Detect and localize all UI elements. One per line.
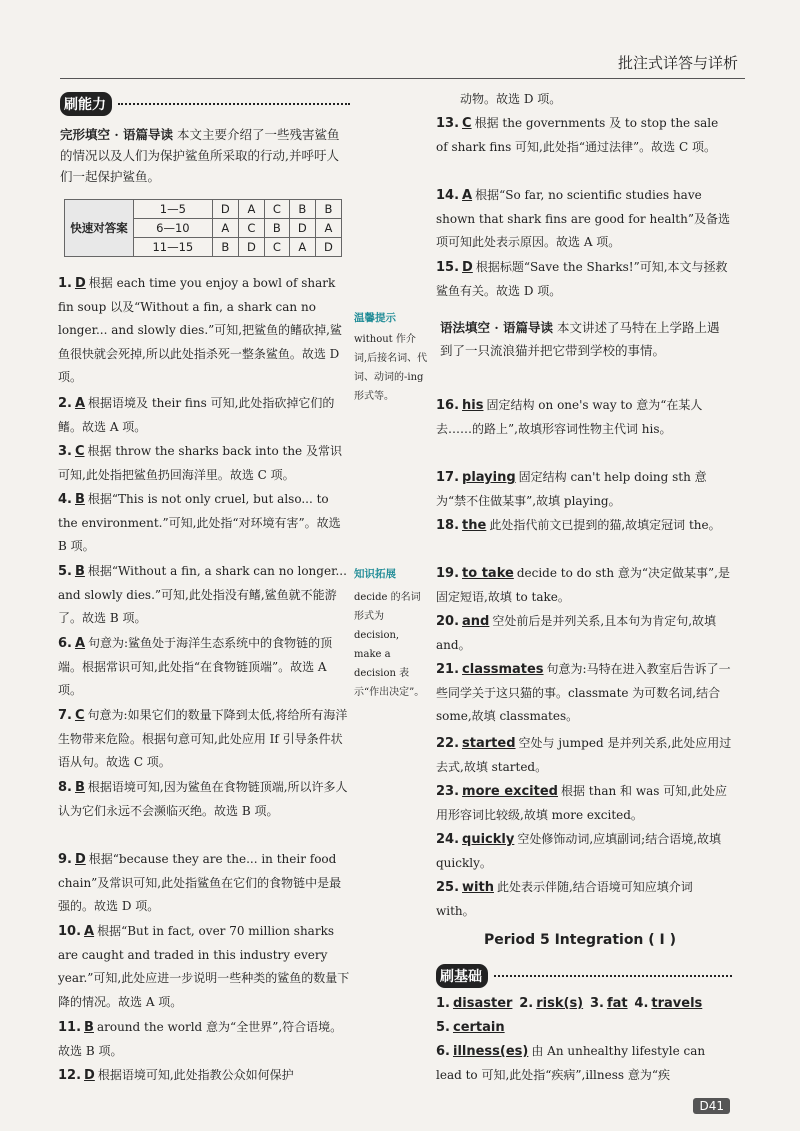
section-header-basics [436,964,732,988]
qa-cell: B [315,200,341,219]
answer-item: 15. D 根据标题“Save the Sharks!”可知,本文与拯救鲨鱼有关。故选 D 项。 [436,260,728,298]
section-badge: 刷能力 [60,92,112,116]
qa-cell: B [264,219,289,238]
answer-item: 1. D 根据 each time you enjoy a bowl of shark fin soup 以及“Without a fin, a shark can no longer... and slowly dies.”可知,把鲨鱼的鳍砍掉,鲨鱼很快就会死掉,所以此处指杀死一整条鲨鱼。故选 D 项。 [58,276,342,384]
answer-item: 8. B 根据语境可知,因为鲨鱼在食物链顶端,所以许多人认为它们永远不会濒临灭绝。故选 B 项。 [58,780,348,818]
grammar-intro-text: 本文讲述了马特在上学路上遇到了一只流浪猫并把它带到学校的事情。 [440,320,720,358]
answer-item: 25. with 此处表示伴随,结合语境可知应填介词 with。 [436,880,693,918]
answer-item: 21. classmates 句意为:马特在进入教室后告诉了一些同学关于这只猫的事。classmate 为可数名词,结合 some,故填 classmates。 [436,662,731,723]
header-rule [60,78,745,79]
continued-text: 动物。故选 D 项。 [460,92,562,106]
answer-item: 20. and 空处前后是并列关系,且本句为肯定句,故填 and。 [436,614,717,652]
basics-line: 5. certain [436,1020,505,1035]
qa-cell: A [289,238,315,257]
cloze-intro-text: 本文主要介绍了一些残害鲨鱼的情况以及人们为保护鲨鱼所采取的行动,并呼吁人们一起保护鲨鱼。 [60,127,340,184]
qa-range: 11—15 [134,238,213,257]
basics-line: 1. disaster 2. risk(s) 3. fat 4. travels [436,996,703,1011]
qa-range: 6—10 [134,219,213,238]
qa-cell: A [238,200,264,219]
answer-item: 16. his 固定结构 on one's way to 意为“在某人去……的路上”,故填形容词性物主代词 his。 [436,398,703,436]
answer-item: 18. the 此处指代前文已提到的猫,故填定冠词 the。 [436,518,721,533]
quick-answer-label: 快速对答案 [65,200,134,257]
answer-item: 17. playing 固定结构 can't help doing sth 意为“禁不住做某事”,故填 playing。 [436,470,707,508]
answer-item: 22. started 空处与 jumped 是并列关系,此处应用过去式,故填 started。 [436,736,732,774]
answer-item: 10. A 根据“But in fact, over 70 million sharks are caught and traded in this industry every year.”可知,此处应进一步说明一些种类的鲨鱼的数量下降的情况。故选 A 项。 [58,924,350,1009]
answer-item: 13. C 根据 the governments 及 to stop the sale of shark fins 可知,此处指“通过法律”。故选 C 项。 [436,116,719,154]
qa-cell: A [212,219,238,238]
answer-item: 6. illness(es) 由 An unhealthy lifestyle can lead to 可知,此处指“疾病”,illness 意为“疾 [436,1044,706,1082]
side-note-tag-tips: 温馨提示 [354,312,396,324]
answer-item: 12. D 根据语境可知,此处指教公众如何保护 [58,1068,294,1083]
qa-cell: B [289,200,315,219]
answer-item: 7. C 句意为:如果它们的数量下降到太低,将给所有海洋生物带来危险。根据句意可知,此处应用 If 引导条件状语从句。故选 C 项。 [58,708,348,769]
qa-cell: D [315,238,341,257]
cloze-intro [60,124,350,187]
answer-item: 4. B 根据“This is not only cruel, but also... to the environment.”可知,此处指“对环境有害”。故选 B 项。 [58,492,341,553]
answer-item: 2. A 根据语境及 their fins 可知,此处指砍掉它们的鳍。故选 A 项。 [58,396,335,434]
qa-cell: D [238,238,264,257]
side-note-text-tips: without 作介词,后接名词、代词、动词的-ing形式等。 [354,334,428,402]
qa-cell: B [212,238,238,257]
qa-cell: C [264,200,289,219]
answer-item: 5. B 根据“Without a fin, a shark can no longer... and slowly dies.”可知,此处指没有鳍,鲨鱼就不能游了。故选 B 项。 [58,564,347,625]
qa-cell: C [264,238,289,257]
page-number: D41 [693,1098,730,1114]
qa-cell: D [212,200,238,219]
answer-item: 11. B around the world 意为“全世界”,符合语境。故选 B 项。 [58,1020,343,1058]
page-header-title: 批注式详答与详析 [617,54,738,72]
answer-item: 23. more excited 根据 than 和 was 可知,此处应用形容词比较级,故填 more excited。 [436,784,728,822]
grammar-intro [440,316,732,362]
answer-item: 19. to take decide to do sth 意为“决定做某事”,是固定短语,故填 to take。 [436,566,730,604]
period-title: Period 5 Integration ( Ⅰ ) [484,932,677,948]
section-header-ability [60,92,350,116]
answer-item: 6. A 句意为:鲨鱼处于海洋生态系统中的食物链的顶端。根据常识可知,此处指“在食物链顶端”。故选 A 项。 [58,636,333,697]
side-note-tag-extension: 知识拓展 [354,568,396,580]
qa-cell: A [315,219,341,238]
dotted-rule [118,103,350,105]
qa-cell: D [289,219,315,238]
section-badge: 刷基础 [436,964,488,988]
answer-item: 3. C 根据 throw the sharks back into the 及常识可知,此处指把鲨鱼扔回海洋里。故选 C 项。 [58,444,342,482]
qa-cell: C [238,219,264,238]
cloze-intro-label: 完形填空 · 语篇导读 [60,127,174,142]
grammar-intro-label: 语法填空 · 语篇导读 [440,320,554,335]
answer-item: 9. D 根据“because they are the... in their food chain”及常识可知,此处指鲨鱼在它们的食物链中是最强的。故选 D 项。 [58,852,342,913]
quick-answer-table [64,199,342,257]
dotted-rule [494,975,732,977]
qa-range: 1—5 [134,200,213,219]
side-note-text-extension: decide 的名词形式为 decision, make a decision 表示“作出决定”。 [354,592,425,698]
answer-item: 14. A 根据“So far, no scientific studies have shown that shark fins are good for health”及备选项可知此处表示原因。故选 A 项。 [436,188,730,249]
answer-item: 24. quickly 空处修饰动词,应填副词;结合语境,故填 quickly。 [436,832,722,870]
